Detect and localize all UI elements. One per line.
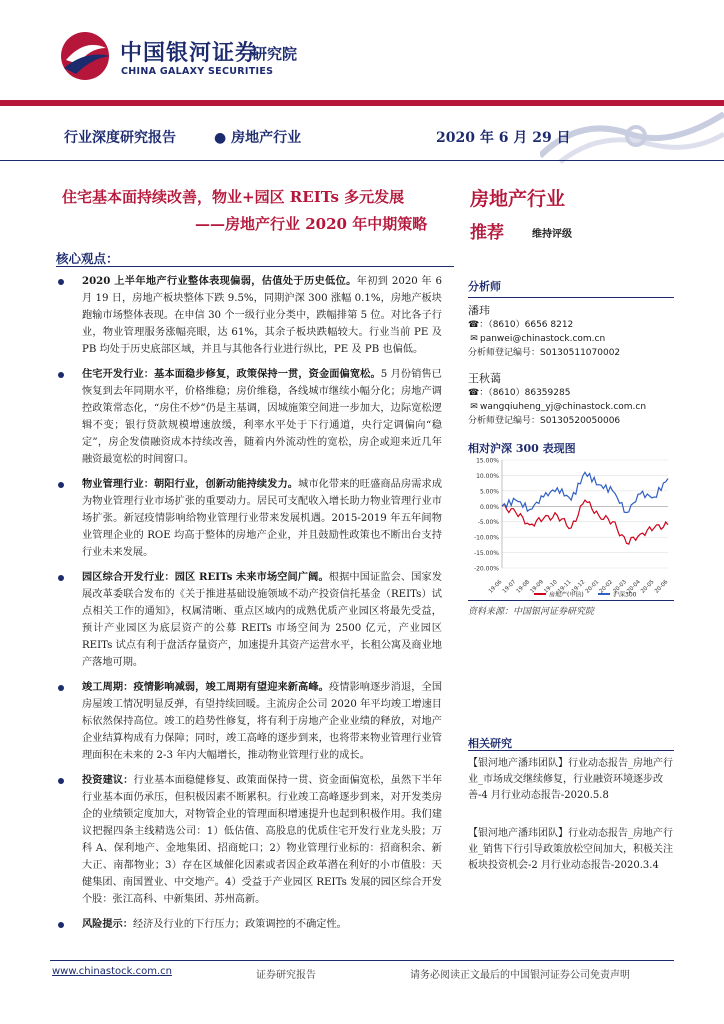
x-tick-label: 20-06 xyxy=(653,579,670,595)
analyst-phone: ☎：（8610）6656 8212 xyxy=(468,320,574,330)
bullet-headline: 园区综合开发行业：园区 REITs 未来市场空间广阔。 xyxy=(82,571,329,583)
rating-note: 维持评级 xyxy=(532,229,572,240)
analyst-registration: 分析师登记编号：S0130511070002 xyxy=(468,348,621,358)
bullet-dot-icon xyxy=(58,685,64,691)
bullet-body: 行业基本面稳健修复、政策面保持一贯、资金面偏宽松，虽然下半年行业基本面仍承压，但积极因素不断累积。行业竣工高峰逐步到来，对开发类房企的业绩锁定度加大，对物管企业的管理面积增速提升也起到积极作用。我们建议把握四条主线精选公司：1）低估值、高股息的优质住宅开发行业龙头股；万科 A、保利地产、金地集团、招商蛇口；2）物业管理行业标的：招商积余、新大正、南都物业；3）存在区域催化因素或者因企政革潜在利好的小市值股：天健集团、南国置业、中交地产。4）受益于产业园区 REITs 发展的园区综合开发个股：张江高科、中新集团、苏州高新。 xyxy=(82,775,443,905)
company-logo xyxy=(56,30,396,85)
footer-disclaimer: 请务必阅读正文最后的中国银河证券公司免责声明 xyxy=(410,970,630,981)
email-icon: ✉ xyxy=(470,402,478,412)
x-tick-label: 19-07 xyxy=(501,579,518,595)
rating-value: 推荐 xyxy=(470,223,504,243)
report-type: 行业深度研究报告 xyxy=(64,130,176,146)
x-tick-label: 19-08 xyxy=(515,579,532,595)
bullet-headline: 物业管理行业：朝阳行业，创新动能持续发力。 xyxy=(82,478,299,490)
x-tick-label: 20-01 xyxy=(584,579,601,595)
bullet-dot-icon xyxy=(58,372,64,378)
bullet-body: 年初到 2020 年 6 月 19 日，房地产板块整体下跌 9.5%，同期沪深 300 涨幅 0.1%，房地产板块跑输市场整体表现。在申信 30 个一级行业分类中，跌幅排第 5 位。对比各子行业，物业管理服务涨幅亮眼，达 61%，其余子板块跌幅较大。行业当前 PE 及 PB 均处于历史底部区域，并且与其他各行业进行纵比，PE 及 PB 也偏低。 xyxy=(82,276,442,355)
bullet-headline: 风险提示： xyxy=(82,918,133,930)
bullet-body: 根据中国证监会、国家发展改革委联合发布的《关于推进基础设施领域不动产投资信托基金（REITs）试点相关工作的通知》，权属清晰、重点区域内的成熟优质产业园区将最先受益，预计产业园区为底层资产的公募 REITs 市场空间为 2500 亿元，产业园区 REITs 试点有利于盘活存量资产，加速提升其资产运营水平，长租公寓及商业地产落地可期。 xyxy=(82,572,443,668)
bullet-body: 城市化带来的旺盛商品房需求成为物业管理行业市场扩张的重要动力。居民可支配收入增长助力物业管理行业市场扩张。新冠疫情影响给物业管理行业带来发展机遇。2015-2019 年五年间物业管理企业的 ROE 均高于整体的房地产企业，并且鼓励性政策也不断出台支持行业未来发展。 xyxy=(82,479,443,558)
x-tick-label: 19-12 xyxy=(570,579,587,595)
chart-source: 资料来源：中国银河证券研究院 xyxy=(468,607,595,617)
x-tick-label: 20-05 xyxy=(640,579,656,595)
y-tick-label: -20.00% xyxy=(473,565,499,573)
legend-label: 沪深300 xyxy=(613,591,637,599)
y-tick-label: 5.00% xyxy=(479,488,499,496)
logo-research-label: 研究院 xyxy=(252,45,298,63)
analyst-email[interactable]: panwei@chinastock.com.cn xyxy=(480,334,606,344)
x-tick-label: 19-11 xyxy=(557,579,573,595)
related-research-rule xyxy=(468,750,674,751)
sector-name: 房地产行业 xyxy=(470,188,566,210)
email-icon: ✉ xyxy=(470,334,478,344)
bullet-dot-icon xyxy=(58,482,64,488)
list-item xyxy=(56,366,442,468)
chart-source-rule xyxy=(468,600,674,601)
y-tick-label: 0.00% xyxy=(479,503,499,511)
core-views-rule xyxy=(56,266,454,267)
y-tick-label: 15.00% xyxy=(476,457,499,465)
banner-bottom-rule xyxy=(0,160,724,161)
related-research-link[interactable]: 【银河地产潘玮团队】行业动态报告_房地产行业_销售下行引导政策放松空间加大，积极关注板块投资机会-2 月行业动态报告-2020.3.4 xyxy=(468,828,673,871)
bullet-dot-icon xyxy=(58,279,64,285)
bullet-body: 经济及行业的下行压力；政策调控的不确定性。 xyxy=(132,919,347,930)
list-item xyxy=(56,476,442,561)
bullet-dot-icon xyxy=(58,575,64,581)
analyst-registration: 分析师登记编号：S0130520050006 xyxy=(468,416,621,426)
report-date: 2020 年 6 月 29 日 xyxy=(436,130,571,146)
chart-title: 相对沪深 300 表现图 xyxy=(468,442,576,455)
bullet-headline: 投资建议： xyxy=(82,774,134,786)
report-title: 住宅基本面持续改善，物业+园区 REITs 多元发展 xyxy=(62,188,405,206)
galaxy-logo-icon xyxy=(56,30,114,82)
analyst-name: 王秋蔼 xyxy=(468,372,501,385)
list-item xyxy=(56,569,442,671)
y-tick-label: 10.00% xyxy=(476,472,499,480)
x-tick-label: 20-02 xyxy=(598,579,615,595)
bullet-headline: 竣工周期：疫情影响减弱，竣工周期有望迎来新高峰。 xyxy=(82,681,329,693)
bullet-body: 疫情影响逐步消退，全国房屋竣工情况明显反弹，有望持续回暖。主流房企公司 2020 年平均竣工增速目标依然保持高位。竣工的趋势性修复，将有利于房地产企业业绩的释放，对地产企业结算构成有力保障；同时，竣工高峰的逐步到来，也将带来物业管理行业管理面积在未来的 2-3 年内大幅增长，推动物业管理行业的成长。 xyxy=(82,682,443,761)
list-item xyxy=(56,273,442,358)
report-subtitle: ——房地产行业 2020 年中期策略 xyxy=(195,215,428,233)
website-link[interactable]: www.chinastock.com.cn xyxy=(52,966,172,977)
bullet-dot-icon xyxy=(58,778,64,784)
core-views-heading: 核心观点： xyxy=(56,251,119,266)
logo-english-name: CHINA GALAXY SECURITIES xyxy=(121,66,274,77)
footer-report-type: 证券研究报告 xyxy=(256,970,316,981)
x-tick-label: 19-09 xyxy=(529,579,545,595)
related-research-heading: 相关研究 xyxy=(468,737,512,750)
relative-performance-chart xyxy=(462,456,674,600)
logo-chinese-name: 中国银河证券 xyxy=(120,41,259,66)
legend-label: 房地产(申信) xyxy=(549,591,584,599)
analyst-phone: ☎：（8610）86359285 xyxy=(468,388,571,398)
bullet-body: 5 月份销售已恢复到去年同期水平，价格维稳；房价维稳，各线城市继续小幅分化；房地产调控政策常态化，“房住不炒”仍是主基调，因城施策空间进一步加大，边际宽松逻辑不变；银行贷款规模增速放缓，利率水平处于下行通道，央行定调偏向“稳定”，房企发债融资成本持续改善，随着内外流动性的宽松，房企或迎来近几年融资最宽松的时间窗口。 xyxy=(82,369,442,465)
y-tick-label: -5.00% xyxy=(477,519,499,527)
series-line xyxy=(502,500,668,544)
bullet-headline: 2020 上半年地产行业整体表现偏弱，估值处于历史低位。 xyxy=(82,275,357,287)
x-tick-label: 19-06 xyxy=(487,579,504,595)
analyst-section xyxy=(468,278,674,428)
list-item xyxy=(56,772,442,908)
list-item xyxy=(56,916,442,933)
industry-label: ● 房地产行业 xyxy=(214,130,302,146)
analyst-email-row xyxy=(468,400,674,414)
analyst-heading: 分析师 xyxy=(468,280,501,293)
y-tick-label: -10.00% xyxy=(473,534,499,542)
bullet-headline: 住宅开发行业：基本面稳步修复，政策保持一贯，资金面偏宽松。 xyxy=(82,368,381,380)
x-tick-label: 20-03 xyxy=(612,579,628,595)
list-item xyxy=(56,679,442,764)
analyst-email-row xyxy=(468,332,674,346)
core-views-list xyxy=(56,273,442,941)
related-research-link[interactable]: 【银河地产潘玮团队】行业动态报告_房地产行业_市场成交继续修复，行业融资环境逐步改善-4 月行业动态报告-2020.5.8 xyxy=(468,758,673,801)
footer-rule xyxy=(50,960,674,961)
bullet-dot-icon xyxy=(58,922,64,928)
y-tick-label: -15.00% xyxy=(473,550,499,558)
x-tick-label: 20-04 xyxy=(626,579,642,595)
analyst-email[interactable]: wangqiuheng_yj@chinastock.com.cn xyxy=(480,402,647,412)
analyst-rule xyxy=(468,297,674,298)
x-tick-label: 19-10 xyxy=(543,579,559,595)
analyst-name: 潘玮 xyxy=(468,304,490,317)
